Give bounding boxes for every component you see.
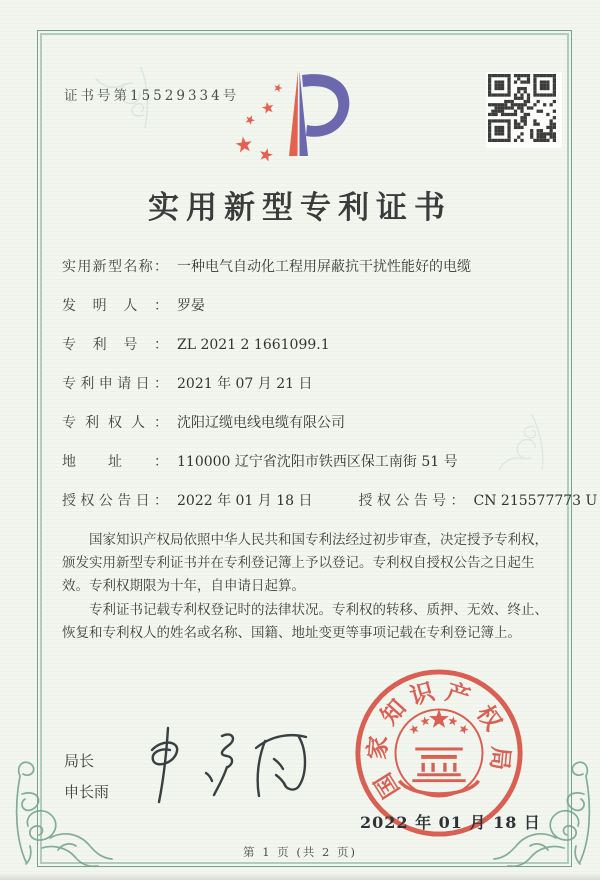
field-label: 地址： xyxy=(62,454,168,470)
field-utility-model-name xyxy=(62,256,548,278)
legal-text xyxy=(62,529,548,645)
logo-spike-red xyxy=(289,71,298,156)
page-title: 实用新型专利证书 xyxy=(148,190,452,226)
svg-text:知: 知 xyxy=(375,693,412,731)
field-patent-number xyxy=(62,334,548,356)
field-filing-date xyxy=(62,373,548,395)
commissioner-block xyxy=(64,746,109,808)
field-value: 一种电气自动化工程用屏蔽抗干扰性能好的电缆 xyxy=(177,259,471,275)
field-grant-row xyxy=(62,490,598,512)
field-value: 2021 年 07 月 21 日 xyxy=(177,376,313,392)
field-patentee xyxy=(62,412,548,434)
watermark-flourish-icon xyxy=(65,59,155,149)
scan-edge xyxy=(0,873,600,880)
field-value: 沈阳辽缆电线电缆有限公司 xyxy=(177,415,345,431)
field-label: 专利号： xyxy=(62,337,168,353)
seal-national-emblem-icon xyxy=(395,709,482,797)
svg-text:权: 权 xyxy=(471,700,508,736)
field-value: ZL 2021 2 1661099.1 xyxy=(177,337,330,353)
logo-stars xyxy=(235,82,284,162)
certificate-body xyxy=(62,256,598,645)
field-inventor xyxy=(62,295,548,317)
legal-paragraph-1: 国家知识产权局依照中华人民共和国专利法经过初步审查，决定授予专利权，颁发实用新型专利证书并在专利登记簿上予以登记。专利权自授权公告之日起生效。专利权期限为十年，自申请日起算。 xyxy=(62,532,548,595)
field-label: 专利申请日： xyxy=(62,376,168,392)
svg-text:国: 国 xyxy=(368,768,406,804)
field-value: 110000 辽宁省沈阳市铁西区保工南街 51 号 xyxy=(177,454,458,470)
qr-code xyxy=(486,72,562,148)
svg-text:识: 识 xyxy=(406,677,438,711)
field-address xyxy=(62,451,548,473)
signature-icon xyxy=(138,722,333,812)
svg-text:产: 产 xyxy=(442,677,474,712)
legal-paragraph-2: 专利证书记载专利权登记时的法律状况。专利权的转移、质押、无效、终止、恢复和专利权人的姓名或名称、国籍、地址变更等事项记载在专利登记簿上。 xyxy=(62,601,548,641)
field-value: CN 215577773 U xyxy=(473,493,598,509)
field-grant-number xyxy=(359,490,598,512)
field-label: 实用新型名称： xyxy=(62,259,168,275)
svg-text:家: 家 xyxy=(362,734,393,761)
field-label: 授权公告号： xyxy=(358,493,465,509)
field-label: 发明人： xyxy=(62,298,168,314)
commissioner-name: 申长雨 xyxy=(64,783,110,801)
field-value: 罗晏 xyxy=(177,298,205,314)
cert-number: 证书号第15529334号 xyxy=(64,88,240,104)
field-label: 专利权人： xyxy=(62,415,168,431)
field-value: 2022 年 01 月 18 日 xyxy=(177,493,313,509)
field-label: 授权公告日： xyxy=(62,493,168,509)
logo-p-mark xyxy=(289,71,349,156)
commissioner-post: 局长 xyxy=(64,752,95,770)
svg-text:局: 局 xyxy=(485,745,516,772)
page-footer: 第 1 页 (共 2 页) xyxy=(243,845,357,859)
seal-date: 2022 年 01 月 18 日 xyxy=(360,813,541,832)
cnipa-logo-icon xyxy=(232,68,372,173)
field-grant-date xyxy=(62,490,313,512)
